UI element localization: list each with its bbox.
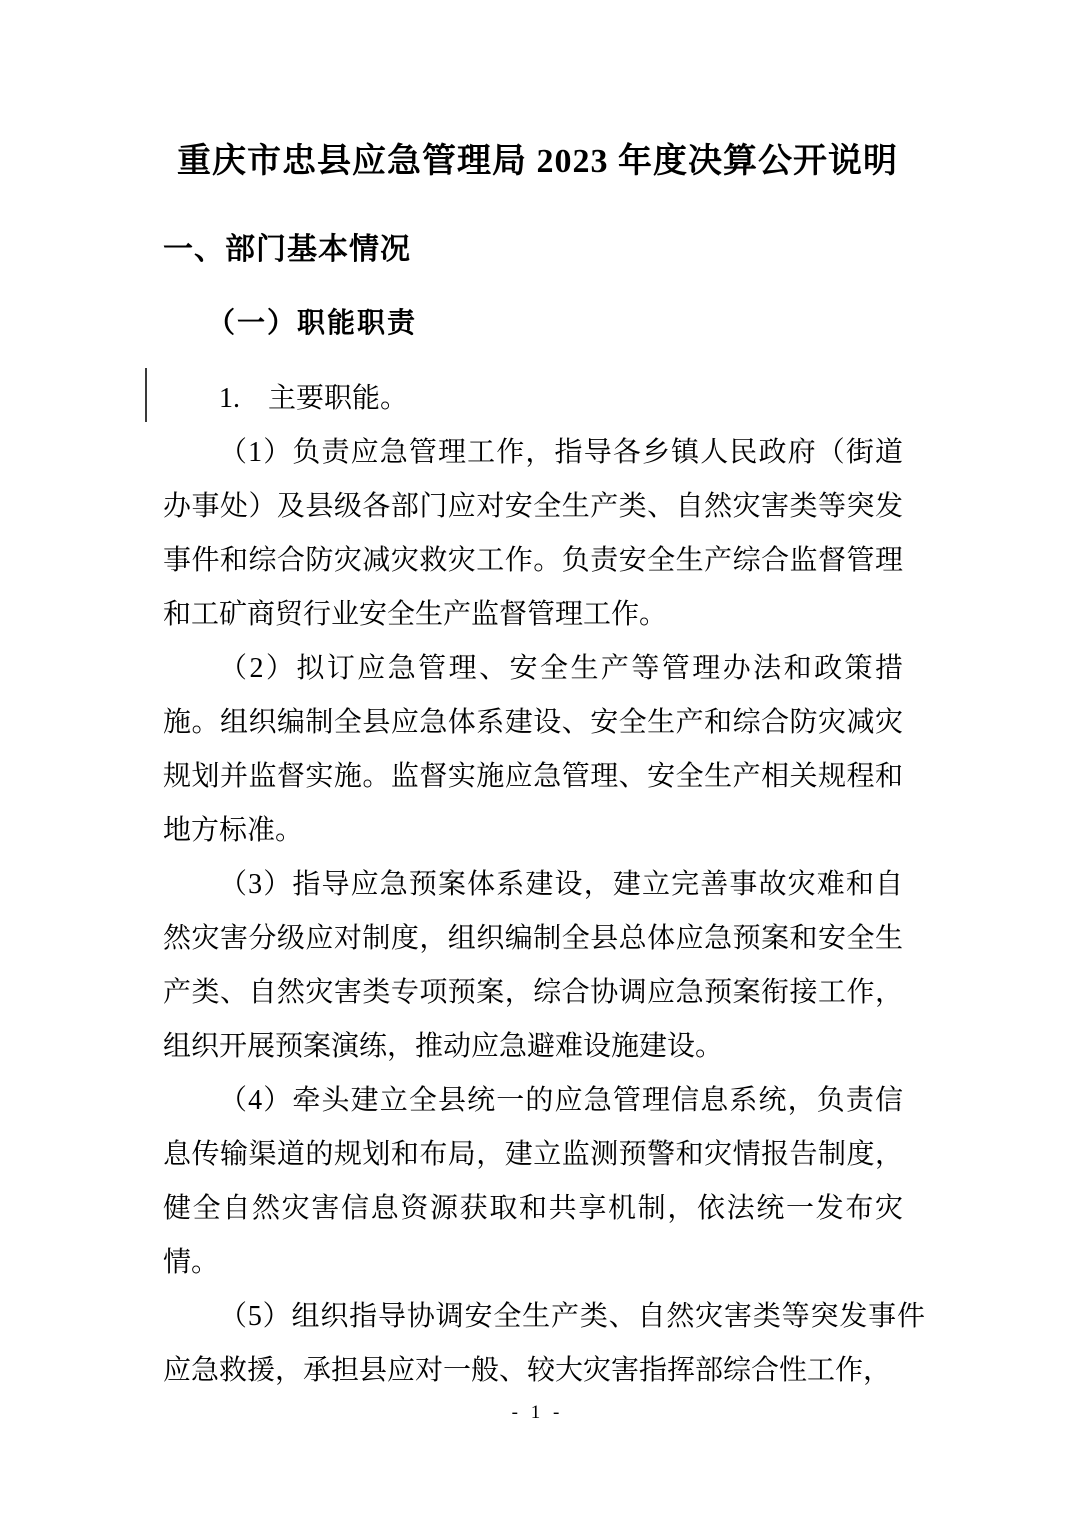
subsection-heading: （一）职能职责 — [207, 308, 418, 339]
paragraph-duty-3: （3）指导应急预案体系建设，建立完善事故灾难和自然灾害分级应对制度，组织编制全县总体应急预案和安全生产类、自然灾害类专项预案，综合协调应急预案衔接工作，组织开展预案演练，推动应急避难设施建设。 — [163, 869, 903, 1062]
document-title: 重庆市忠县应急管理局 2023 年度决算公开说明 — [177, 143, 898, 180]
section-heading: 一、部门基本情况 — [163, 233, 411, 266]
paragraph-main-functions: 1. 主要职能。 — [219, 383, 409, 414]
paragraph-duty-1: （1）负责应急管理工作，指导各乡镇人民政府（街道办事处）及县级各部门应对安全生产类、自然灾害类等突发事件和综合防灾减灾救灾工作。负责安全生产综合监督管理和工矿商贸行业安全生产监督管理工作。 — [163, 437, 903, 630]
margin-revision-bar — [145, 368, 147, 422]
paragraph-duty-2: （2）拟订应急管理、安全生产等管理办法和政策措施。组织编制全县应急体系建设、安全生产和综合防灾减灾规划并监督实施。监督实施应急管理、安全生产相关规程和地方标准。 — [163, 653, 903, 846]
paragraph-duty-5: （5）组织指导协调安全生产类、自然灾害类等突发事件应急救援，承担县应对一般、较大灾害指挥部综合性工作， — [163, 1301, 925, 1386]
paragraph-duty-4: （4）牵头建立全县统一的应急管理信息系统，负责信息传输渠道的规划和布局，建立监测预警和灾情报告制度，健全自然灾害信息资源获取和共享机制，依法统一发布灾情。 — [163, 1085, 903, 1278]
page-number: - 1 - — [511, 1402, 564, 1423]
document-body — [163, 372, 925, 1398]
